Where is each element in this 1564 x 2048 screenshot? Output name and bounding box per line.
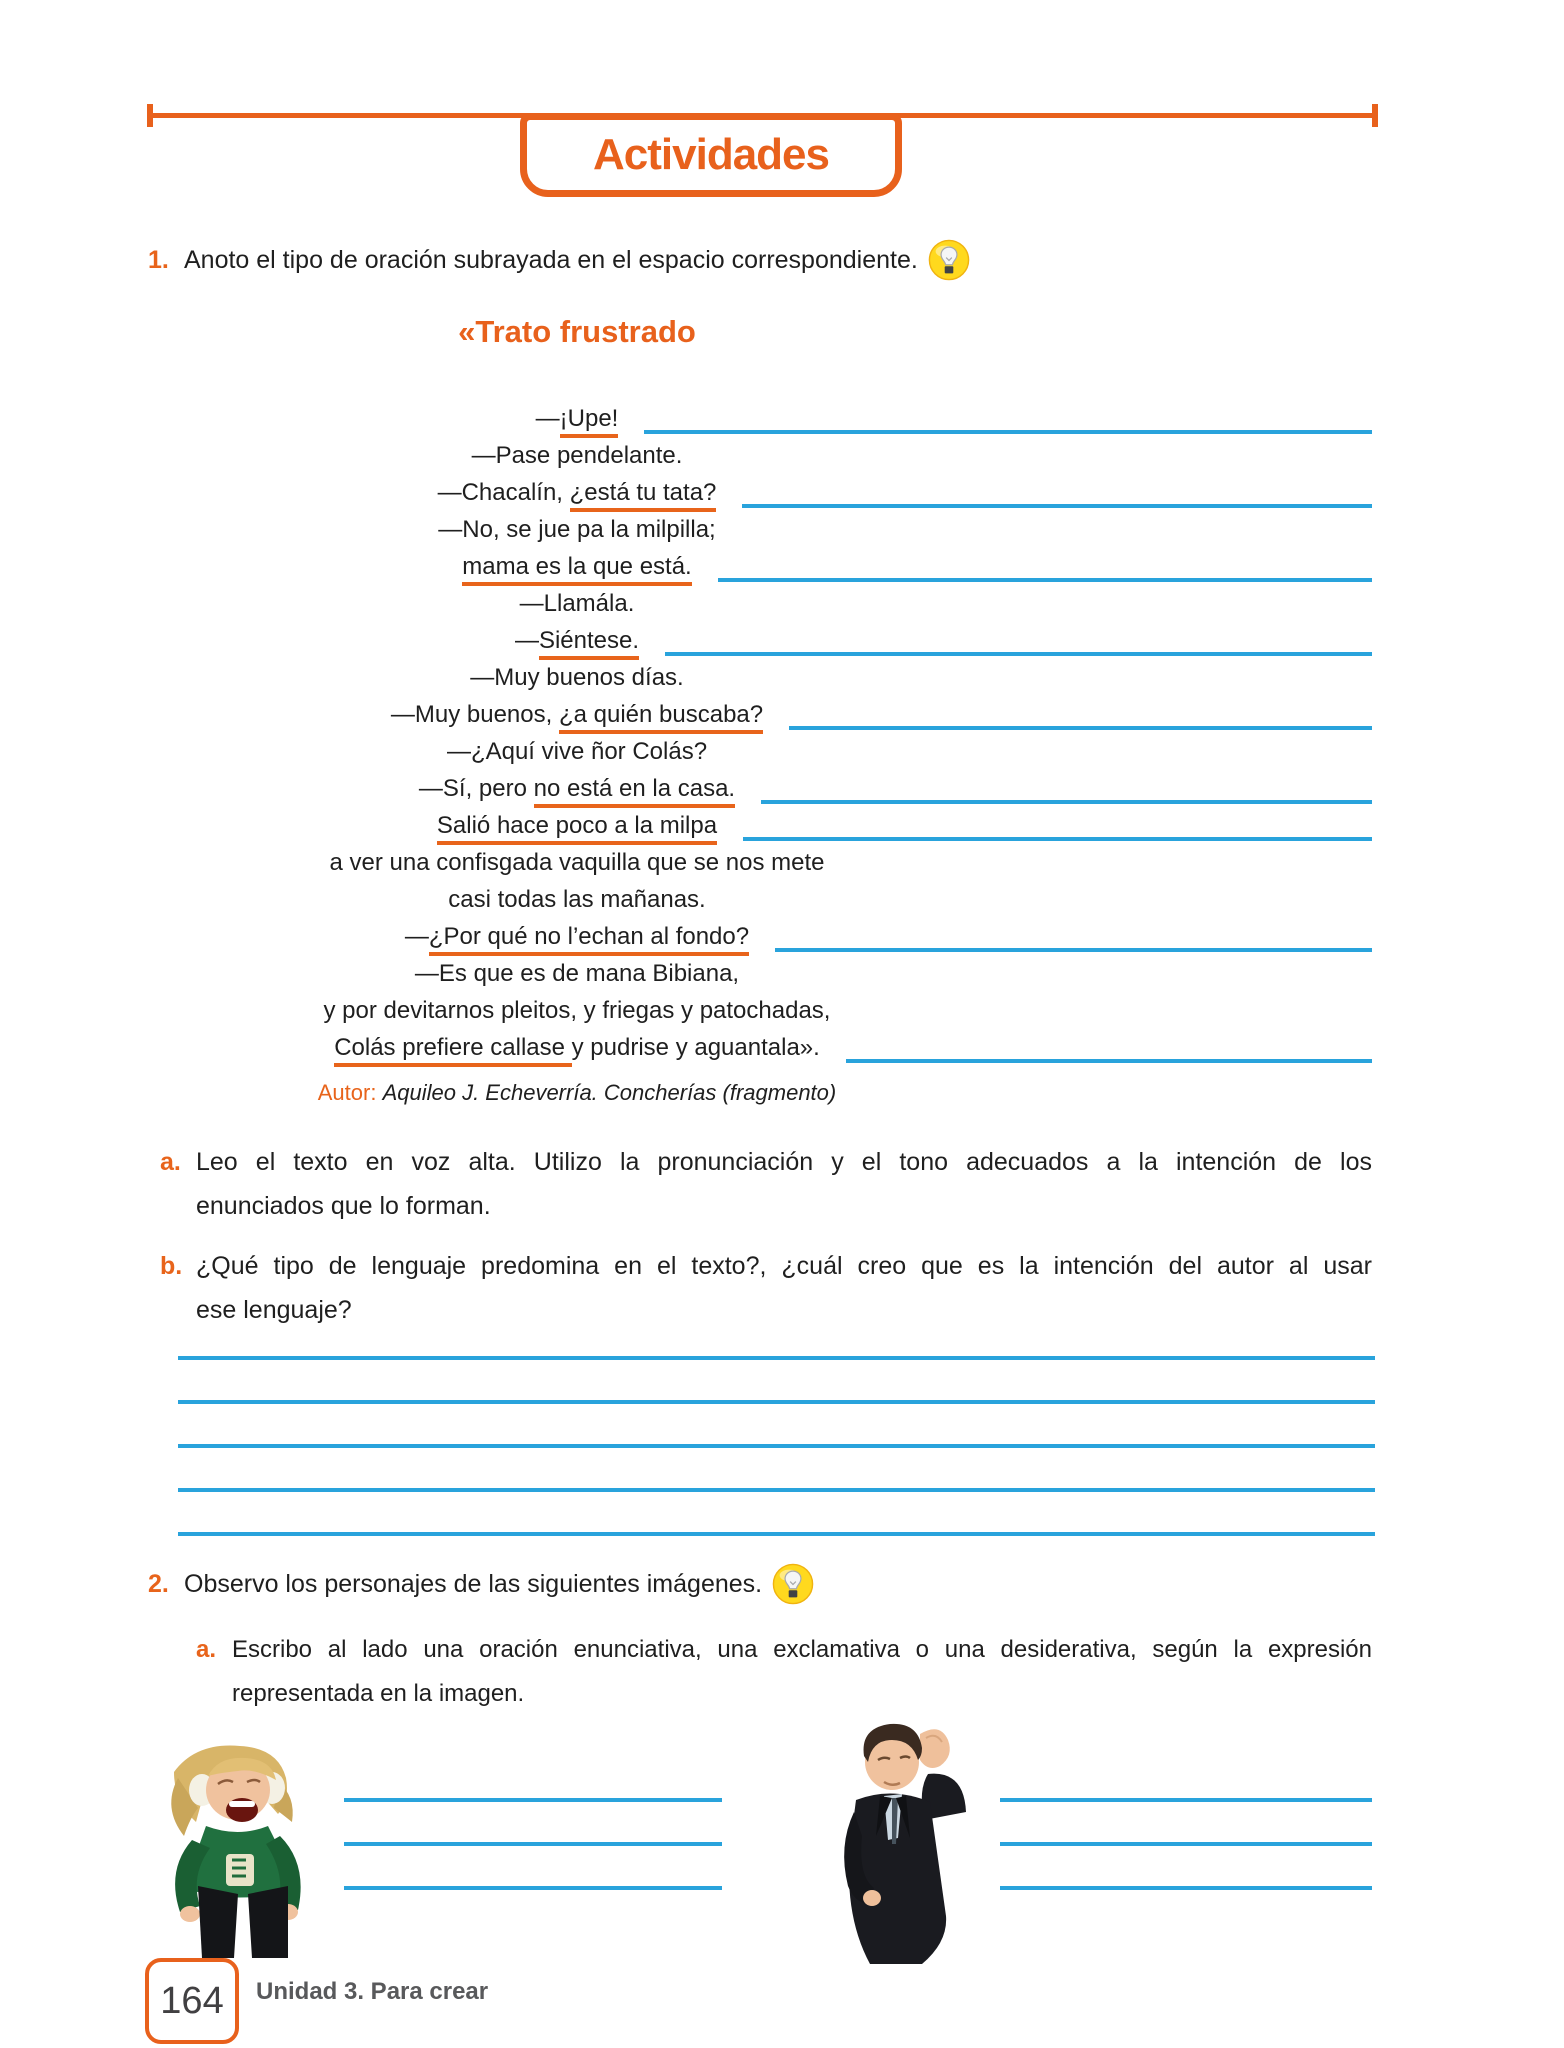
poem-line — [180, 585, 1372, 622]
poem-line-text: —Siéntese. — [515, 627, 639, 660]
underlined-phrase: ¿a quién buscaba? — [559, 701, 763, 734]
answer-line[interactable] — [1000, 1842, 1372, 1846]
author-text: Aquileo J. Echeverría. Concherías (fragmento) — [382, 1080, 837, 1105]
poem-line-text: —Muy buenos, ¿a quién buscaba? — [391, 701, 763, 734]
poem-line — [180, 1029, 1372, 1066]
poem-line — [180, 474, 1372, 511]
activity1-sub-a — [160, 1140, 1372, 1228]
text-line: ese lenguaje? — [196, 1296, 352, 1324]
poem-line — [180, 511, 1372, 548]
poem-line-text: —Muy buenos días. — [470, 664, 684, 691]
poem-line — [180, 844, 1372, 881]
activity1-header — [148, 238, 970, 282]
activity1-number: 1. — [148, 246, 169, 274]
poem-line — [180, 918, 1372, 955]
answer-line[interactable] — [789, 726, 1372, 730]
text-line: Escribo al lado una oración enunciativa, una exclamativa o una desiderativa, según la expresión — [232, 1636, 1372, 1663]
underlined-phrase: Colás prefiere callase — [334, 1034, 571, 1067]
activity2-prompt: Observo los personajes de las siguientes imágenes. — [184, 1570, 763, 1598]
author-label: Autor: — [317, 1080, 377, 1105]
poem-line-text: —Es que es de mana Bibiana, — [414, 960, 740, 987]
listening-man-image — [798, 1716, 994, 1966]
poem-line-text: Colás prefiere callase y pudrise y aguantala». — [334, 1034, 820, 1067]
poem-line-text: —¿Aquí vive ñor Colás? — [446, 738, 708, 765]
answer-line[interactable] — [178, 1356, 1375, 1360]
poem-line-text: casi todas las mañanas. — [448, 886, 706, 913]
poem-author — [180, 1080, 974, 1106]
poem-line — [180, 770, 1372, 807]
answer-line[interactable] — [178, 1488, 1375, 1492]
actividades-banner — [520, 113, 902, 197]
answer-line[interactable] — [775, 948, 1372, 952]
lightbulb-icon — [928, 239, 970, 281]
poem-line — [180, 659, 1372, 696]
sub-b-answer-lines — [178, 1356, 1375, 1576]
underlined-phrase: ¿está tu tata? — [570, 479, 717, 512]
answer-line[interactable] — [1000, 1798, 1372, 1802]
poem-line — [180, 400, 1372, 437]
activity1-sub-b — [160, 1244, 1372, 1332]
poem-line-text — [437, 812, 717, 845]
poem-line-text: —Chacalín, ¿está tu tata? — [438, 479, 717, 512]
underlined-phrase: ¡Upe! — [560, 405, 619, 438]
poem-line-text — [462, 553, 691, 586]
page-number-box — [145, 1958, 239, 2044]
poem-line — [180, 548, 1372, 585]
text-line: representada en la imagen. — [232, 1680, 525, 1707]
poem-title: «Trato frustrado — [458, 314, 696, 349]
answer-line[interactable] — [743, 837, 1372, 841]
poem-lines — [180, 400, 1372, 1066]
poem-line — [180, 696, 1372, 733]
poem-line — [180, 437, 1372, 474]
text-line: ¿Qué tipo de lenguaje predomina en el texto?, ¿cuál creo que es la intención del autor al usar — [196, 1252, 1372, 1280]
poem-line — [180, 955, 1372, 992]
poem-line-text: y por devitarnos pleitos, y friegas y patochadas, — [323, 997, 831, 1024]
page-number: 164 — [160, 1979, 224, 2022]
poem-line — [180, 733, 1372, 770]
man-answer-lines — [1000, 1798, 1372, 1930]
underlined-phrase: ¿Por qué no l’echan al fondo? — [429, 923, 749, 956]
shouting-woman-image — [146, 1738, 340, 1958]
underlined-phrase: Siéntese. — [539, 627, 639, 660]
poem-line-text: —¿Por qué no l’echan al fondo? — [405, 923, 749, 956]
poem-line — [180, 622, 1372, 659]
poem-line-text: —Sí, pero no está en la casa. — [419, 775, 735, 808]
poem-line — [180, 881, 1372, 918]
sub-a2-text — [232, 1628, 1372, 1716]
answer-line[interactable] — [846, 1059, 1372, 1063]
sub-b-text — [196, 1244, 1372, 1332]
answer-line[interactable] — [644, 430, 1372, 434]
answer-line[interactable] — [344, 1842, 722, 1846]
underlined-phrase: mama es la que está. — [462, 553, 691, 586]
answer-line[interactable] — [665, 652, 1372, 656]
sub-b-label: b. — [160, 1252, 183, 1280]
poem-line-text: —Pase pendelante. — [471, 442, 683, 469]
banner-title: Actividades — [593, 130, 829, 179]
answer-line[interactable] — [344, 1798, 722, 1802]
answer-line[interactable] — [1000, 1886, 1372, 1890]
answer-line[interactable] — [178, 1400, 1375, 1404]
activity2-number: 2. — [148, 1570, 169, 1598]
woman-answer-lines — [344, 1798, 722, 1930]
text-line: Leo el texto en voz alta. Utilizo la pronunciación y el tono adecuados a la intención de los — [196, 1148, 1372, 1176]
poem-line-text: —Llamála. — [519, 590, 635, 617]
sub-a2-label: a. — [196, 1636, 217, 1663]
underlined-phrase: Salió hace poco a la milpa — [437, 812, 717, 845]
answer-line[interactable] — [742, 504, 1372, 508]
answer-line[interactable] — [718, 578, 1372, 582]
underlined-phrase: no está en la casa. — [534, 775, 735, 808]
answer-line[interactable] — [761, 800, 1372, 804]
poem-line-text: —No, se jue pa la milpilla; — [438, 516, 716, 543]
activity2-header — [148, 1562, 814, 1606]
activity2-sub-a — [196, 1628, 1372, 1716]
answer-line[interactable] — [178, 1444, 1375, 1448]
poem-line-text: —¡Upe! — [536, 405, 619, 438]
sub-a-label: a. — [160, 1148, 181, 1176]
answer-line[interactable] — [178, 1532, 1375, 1536]
text-line: enunciados que lo forman. — [196, 1192, 491, 1220]
poem-line — [180, 992, 1372, 1029]
sub-a-text — [196, 1140, 1372, 1228]
lightbulb-icon — [772, 1563, 814, 1605]
answer-line[interactable] — [344, 1886, 722, 1890]
poem-line-text: a ver una confisgada vaquilla que se nos mete — [329, 849, 825, 876]
activity1-prompt: Anoto el tipo de oración subrayada en el espacio correspondiente. — [184, 246, 918, 274]
poem-line — [180, 807, 1372, 844]
unit-label: Unidad 3. Para crear — [256, 1978, 489, 2005]
